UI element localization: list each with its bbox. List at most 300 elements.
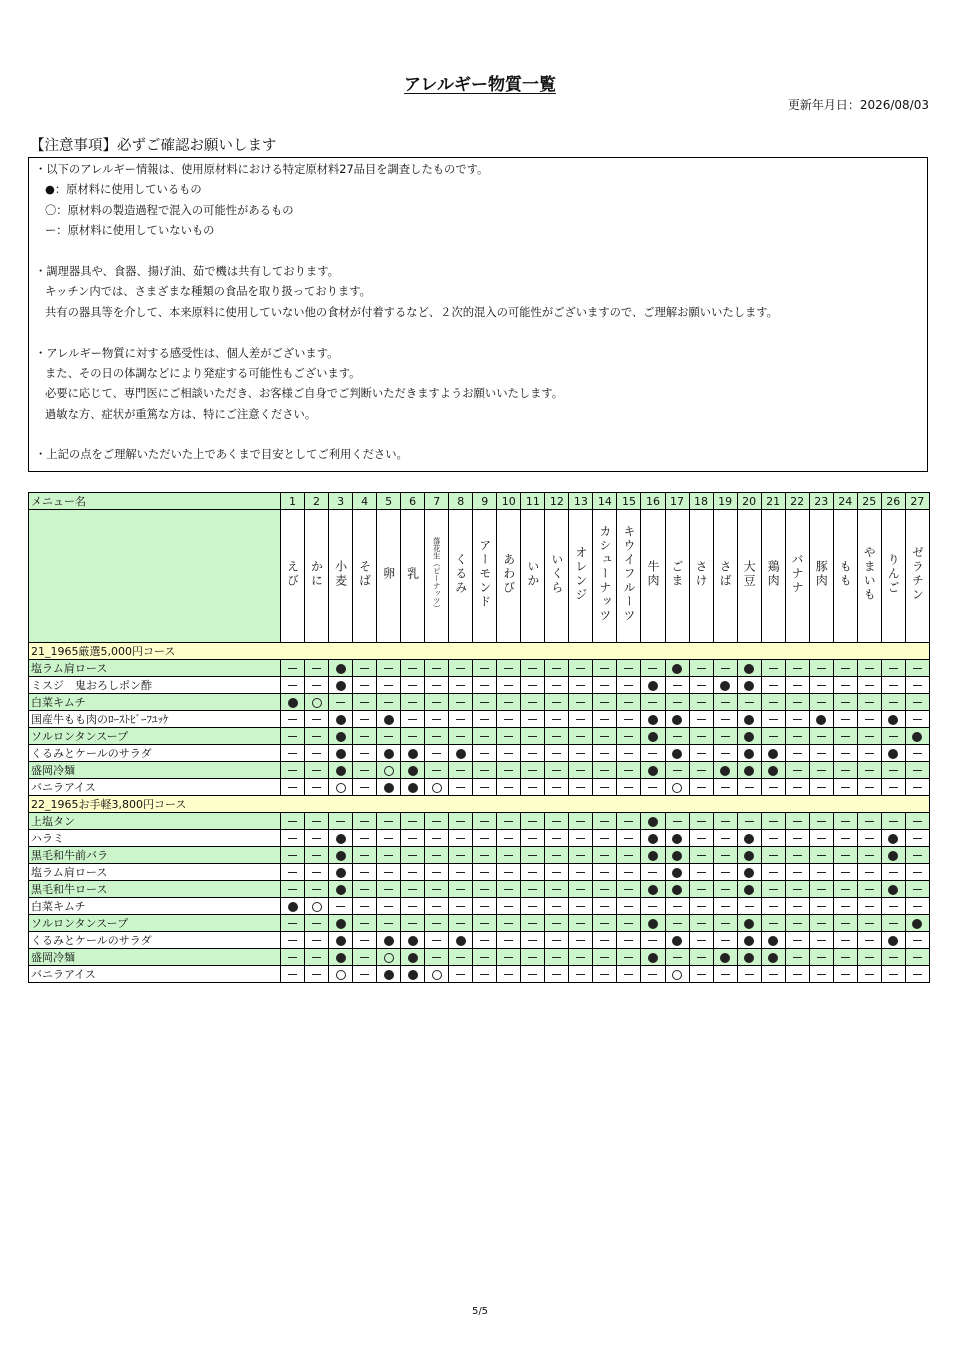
not-used-mark xyxy=(384,906,393,907)
not-used-mark xyxy=(769,719,778,720)
allergen-mark-cell xyxy=(689,762,713,779)
allergen-mark-cell xyxy=(665,813,689,830)
allergen-name: キウイフルーツ xyxy=(621,525,636,623)
allergen-mark-cell xyxy=(713,728,737,745)
not-used-mark xyxy=(432,719,441,720)
not-used-mark xyxy=(889,974,898,975)
allergen-mark-cell xyxy=(377,949,401,966)
header-number-row xyxy=(29,493,930,510)
not-used-mark xyxy=(312,957,321,958)
allergen-mark-cell xyxy=(905,762,929,779)
not-used-mark xyxy=(432,838,441,839)
not-used-mark xyxy=(600,736,609,737)
not-used-mark xyxy=(913,855,922,856)
not-used-mark xyxy=(793,889,802,890)
not-used-mark xyxy=(432,753,441,754)
allergen-mark-cell xyxy=(881,966,905,983)
menu-row xyxy=(29,779,930,796)
allergen-mark-cell xyxy=(569,745,593,762)
allergen-mark-cell xyxy=(521,728,545,745)
menu-name: 白菜キムチ xyxy=(29,898,281,915)
allergen-mark-cell xyxy=(545,745,569,762)
allergen-mark-cell xyxy=(737,677,761,694)
not-used-mark xyxy=(288,685,297,686)
allergen-mark-cell xyxy=(449,847,473,864)
used-mark xyxy=(744,936,754,946)
allergen-mark-cell xyxy=(425,728,449,745)
allergen-mark-cell xyxy=(569,694,593,711)
allergen-mark-cell xyxy=(857,847,881,864)
allergen-mark-cell xyxy=(857,745,881,762)
allergen-mark-cell xyxy=(857,915,881,932)
allergen-mark-cell xyxy=(641,711,665,728)
allergen-number: 18 xyxy=(689,493,713,510)
allergen-mark-cell xyxy=(713,779,737,796)
allergen-mark-cell xyxy=(521,830,545,847)
not-used-mark xyxy=(793,872,802,873)
allergen-mark-cell xyxy=(833,813,857,830)
allergen-mark-cell xyxy=(881,711,905,728)
allergen-mark-cell xyxy=(809,813,833,830)
allergen-mark-cell xyxy=(281,711,305,728)
allergen-mark-cell xyxy=(665,830,689,847)
allergen-name-cell xyxy=(761,510,785,643)
contamination-mark xyxy=(672,783,682,793)
allergen-mark-cell xyxy=(857,762,881,779)
not-used-mark xyxy=(769,736,778,737)
not-used-mark xyxy=(432,702,441,703)
used-mark xyxy=(408,953,418,963)
notice-line: 過敏な方、症状が重篤な方は、特にご注意ください。 xyxy=(45,407,317,421)
allergen-mark-cell xyxy=(329,847,353,864)
not-used-mark xyxy=(721,940,730,941)
not-used-mark xyxy=(721,889,730,890)
allergen-mark-cell xyxy=(329,898,353,915)
not-used-mark xyxy=(456,906,465,907)
allergen-mark-cell xyxy=(665,966,689,983)
not-used-mark xyxy=(673,736,682,737)
not-used-mark xyxy=(841,889,850,890)
not-used-mark xyxy=(648,753,657,754)
not-used-mark xyxy=(913,872,922,873)
not-used-mark xyxy=(648,940,657,941)
not-used-mark xyxy=(745,974,754,975)
allergen-name-cell xyxy=(569,510,593,643)
allergen-number: 7 xyxy=(425,493,449,510)
allergen-mark-cell xyxy=(665,898,689,915)
allergen-mark-cell xyxy=(473,779,497,796)
allergen-mark-cell xyxy=(713,660,737,677)
not-used-mark xyxy=(504,923,513,924)
contamination-mark xyxy=(384,953,394,963)
allergen-name-cell xyxy=(809,510,833,643)
not-used-mark xyxy=(576,787,585,788)
allergen-mark-cell xyxy=(857,813,881,830)
not-used-mark xyxy=(697,787,706,788)
not-used-mark xyxy=(360,719,369,720)
allergen-mark-cell xyxy=(425,881,449,898)
allergen-mark-cell xyxy=(761,881,785,898)
allergen-mark-cell xyxy=(353,762,377,779)
not-used-mark xyxy=(865,685,874,686)
allergen-mark-cell xyxy=(353,915,377,932)
not-used-mark xyxy=(504,974,513,975)
allergen-mark-cell xyxy=(689,949,713,966)
not-used-mark xyxy=(697,940,706,941)
used-mark xyxy=(744,715,754,725)
used-mark xyxy=(672,749,682,759)
allergen-mark-cell xyxy=(521,881,545,898)
allergen-mark-cell xyxy=(881,881,905,898)
not-used-mark xyxy=(312,685,321,686)
allergen-mark-cell xyxy=(449,745,473,762)
used-mark xyxy=(888,834,898,844)
allergen-mark-cell xyxy=(377,779,401,796)
not-used-mark xyxy=(288,736,297,737)
allergen-mark-cell xyxy=(521,711,545,728)
allergen-mark-cell xyxy=(449,864,473,881)
allergen-mark-cell xyxy=(689,728,713,745)
not-used-mark xyxy=(360,855,369,856)
allergen-mark-cell xyxy=(305,915,329,932)
not-used-mark xyxy=(889,787,898,788)
allergen-mark-cell xyxy=(545,915,569,932)
allergen-mark-cell xyxy=(425,745,449,762)
allergen-mark-cell xyxy=(881,762,905,779)
not-used-mark xyxy=(360,736,369,737)
not-used-mark xyxy=(624,872,633,873)
not-used-mark xyxy=(769,889,778,890)
allergen-mark-cell xyxy=(689,830,713,847)
allergen-mark-cell xyxy=(401,915,425,932)
allergen-mark-cell xyxy=(833,966,857,983)
allergen-mark-cell xyxy=(401,949,425,966)
not-used-mark xyxy=(504,940,513,941)
allergen-mark-cell xyxy=(281,932,305,949)
allergen-number: 27 xyxy=(905,493,929,510)
menu-row xyxy=(29,898,930,915)
allergen-mark-cell xyxy=(641,728,665,745)
not-used-mark xyxy=(360,753,369,754)
not-used-mark xyxy=(913,974,922,975)
allergen-mark-cell xyxy=(281,660,305,677)
used-mark xyxy=(768,936,778,946)
used-mark xyxy=(384,749,394,759)
allergen-mark-cell xyxy=(785,881,809,898)
not-used-mark xyxy=(745,906,754,907)
not-used-mark xyxy=(528,957,537,958)
used-mark xyxy=(888,749,898,759)
menu-row xyxy=(29,864,930,881)
not-used-mark xyxy=(841,685,850,686)
allergen-mark-cell xyxy=(305,864,329,881)
not-used-mark xyxy=(769,906,778,907)
not-used-mark xyxy=(528,702,537,703)
allergen-mark-cell xyxy=(737,762,761,779)
not-used-mark xyxy=(504,719,513,720)
not-used-mark xyxy=(576,889,585,890)
not-used-mark xyxy=(600,957,609,958)
not-used-mark xyxy=(889,821,898,822)
not-used-mark xyxy=(624,906,633,907)
allergen-mark-cell xyxy=(545,847,569,864)
allergen-mark-cell xyxy=(761,966,785,983)
not-used-mark xyxy=(552,974,561,975)
not-used-mark xyxy=(793,940,802,941)
not-used-mark xyxy=(673,821,682,822)
used-mark xyxy=(888,885,898,895)
used-mark xyxy=(744,834,754,844)
not-used-mark xyxy=(360,906,369,907)
not-used-mark xyxy=(769,855,778,856)
not-used-mark xyxy=(552,906,561,907)
not-used-mark xyxy=(456,838,465,839)
notice-line: 必要に応じて、専門医にご相談いただき、お客様ご自身でご判断いただきますようお願いいたします。 xyxy=(45,387,564,401)
allergen-mark-cell xyxy=(785,949,809,966)
not-used-mark xyxy=(841,940,850,941)
not-used-mark xyxy=(865,753,874,754)
not-used-mark xyxy=(288,889,297,890)
allergen-mark-cell xyxy=(833,847,857,864)
not-used-mark xyxy=(408,702,417,703)
allergen-mark-cell xyxy=(281,881,305,898)
allergen-mark-cell xyxy=(281,898,305,915)
allergen-mark-cell xyxy=(593,932,617,949)
allergen-mark-cell xyxy=(497,847,521,864)
not-used-mark xyxy=(817,872,826,873)
not-used-mark xyxy=(528,906,537,907)
notice-heading: 【注意事項】必ずご確認お願いします xyxy=(30,138,277,154)
allergen-name: さば xyxy=(718,560,733,588)
not-used-mark xyxy=(697,685,706,686)
not-used-mark xyxy=(817,906,826,907)
notice-line: 共有の器具等を介して、本来原料に使用していない他の食材が付着するなど、２次的混入の可能性がございますので、ご理解お願いいたします。 xyxy=(45,305,778,319)
allergen-mark-cell xyxy=(281,830,305,847)
not-used-mark xyxy=(793,957,802,958)
allergen-mark-cell xyxy=(377,677,401,694)
allergen-mark-cell xyxy=(377,915,401,932)
not-used-mark xyxy=(721,974,730,975)
allergen-mark-cell xyxy=(761,660,785,677)
not-used-mark xyxy=(817,957,826,958)
not-used-mark xyxy=(312,736,321,737)
allergy-table xyxy=(28,492,930,983)
allergen-mark-cell xyxy=(905,898,929,915)
allergen-mark-cell xyxy=(305,966,329,983)
allergen-name-cell xyxy=(689,510,713,643)
allergen-mark-cell xyxy=(641,881,665,898)
not-used-mark xyxy=(432,923,441,924)
allergen-mark-cell xyxy=(425,813,449,830)
allergen-name-cell xyxy=(329,510,353,643)
allergen-mark-cell xyxy=(401,898,425,915)
allergen-mark-cell xyxy=(449,711,473,728)
allergen-mark-cell xyxy=(401,847,425,864)
used-mark xyxy=(288,698,298,708)
not-used-mark xyxy=(456,872,465,873)
allergen-mark-cell xyxy=(377,745,401,762)
used-mark xyxy=(336,664,346,674)
allergen-number: 10 xyxy=(497,493,521,510)
used-mark xyxy=(408,766,418,776)
allergen-mark-cell xyxy=(833,728,857,745)
allergen-mark-cell xyxy=(425,966,449,983)
menu-row xyxy=(29,711,930,728)
allergen-mark-cell xyxy=(377,966,401,983)
allergen-mark-cell xyxy=(857,830,881,847)
course-name: 21_1965厳選5,000円コース xyxy=(29,643,930,660)
not-used-mark xyxy=(648,787,657,788)
allergen-mark-cell xyxy=(809,711,833,728)
allergen-mark-cell xyxy=(425,864,449,881)
not-used-mark xyxy=(576,685,585,686)
not-used-mark xyxy=(600,906,609,907)
not-used-mark xyxy=(480,736,489,737)
allergen-mark-cell xyxy=(377,847,401,864)
allergen-mark-cell xyxy=(785,694,809,711)
allergen-mark-cell xyxy=(641,847,665,864)
used-mark xyxy=(336,715,346,725)
not-used-mark xyxy=(528,872,537,873)
allergen-mark-cell xyxy=(713,966,737,983)
not-used-mark xyxy=(913,821,922,822)
allergen-mark-cell xyxy=(737,949,761,966)
not-used-mark xyxy=(312,770,321,771)
allergen-mark-cell xyxy=(809,694,833,711)
not-used-mark xyxy=(841,974,850,975)
not-used-mark xyxy=(480,838,489,839)
not-used-mark xyxy=(648,974,657,975)
allergen-mark-cell xyxy=(353,881,377,898)
allergen-mark-cell xyxy=(641,762,665,779)
allergen-mark-cell xyxy=(521,864,545,881)
not-used-mark xyxy=(913,889,922,890)
not-used-mark xyxy=(745,702,754,703)
allergen-mark-cell xyxy=(329,813,353,830)
not-used-mark xyxy=(624,940,633,941)
not-used-mark xyxy=(288,821,297,822)
not-used-mark xyxy=(480,753,489,754)
not-used-mark xyxy=(600,668,609,669)
allergen-mark-cell xyxy=(473,864,497,881)
not-used-mark xyxy=(697,770,706,771)
used-mark xyxy=(336,766,346,776)
not-used-mark xyxy=(408,872,417,873)
allergen-number: 22 xyxy=(785,493,809,510)
menu-row xyxy=(29,813,930,830)
not-used-mark xyxy=(312,940,321,941)
allergen-mark-cell xyxy=(425,762,449,779)
not-used-mark xyxy=(793,855,802,856)
allergen-mark-cell xyxy=(353,898,377,915)
used-mark xyxy=(744,919,754,929)
allergen-mark-cell xyxy=(737,898,761,915)
allergen-mark-cell xyxy=(905,813,929,830)
not-used-mark xyxy=(865,719,874,720)
not-used-mark xyxy=(697,872,706,873)
not-used-mark xyxy=(769,685,778,686)
allergen-name-cell xyxy=(857,510,881,643)
allergen-mark-cell xyxy=(305,898,329,915)
menu-row xyxy=(29,762,930,779)
not-used-mark xyxy=(793,702,802,703)
not-used-mark xyxy=(528,940,537,941)
not-used-mark xyxy=(456,702,465,703)
allergen-name: さけ xyxy=(694,560,709,588)
allergen-mark-cell xyxy=(401,813,425,830)
allergen-name-cell xyxy=(425,510,449,643)
allergen-mark-cell xyxy=(593,915,617,932)
allergen-mark-cell xyxy=(617,694,641,711)
not-used-mark xyxy=(600,974,609,975)
not-used-mark xyxy=(600,753,609,754)
allergen-mark-cell xyxy=(593,830,617,847)
not-used-mark xyxy=(913,787,922,788)
allergen-mark-cell xyxy=(545,864,569,881)
allergen-mark-cell xyxy=(617,762,641,779)
not-used-mark xyxy=(600,872,609,873)
allergen-mark-cell xyxy=(833,830,857,847)
not-used-mark xyxy=(312,668,321,669)
allergen-mark-cell xyxy=(473,932,497,949)
not-used-mark xyxy=(552,855,561,856)
used-mark xyxy=(672,885,682,895)
not-used-mark xyxy=(456,855,465,856)
allergen-mark-cell xyxy=(353,779,377,796)
not-used-mark xyxy=(552,821,561,822)
not-used-mark xyxy=(480,940,489,941)
allergen-mark-cell xyxy=(449,949,473,966)
allergen-mark-cell xyxy=(737,660,761,677)
not-used-mark xyxy=(697,719,706,720)
allergen-mark-cell xyxy=(425,711,449,728)
not-used-mark xyxy=(552,940,561,941)
not-used-mark xyxy=(504,906,513,907)
allergen-mark-cell xyxy=(905,830,929,847)
allergen-mark-cell xyxy=(641,932,665,949)
allergen-mark-cell xyxy=(281,762,305,779)
used-mark xyxy=(288,902,298,912)
not-used-mark xyxy=(456,821,465,822)
not-used-mark xyxy=(841,838,850,839)
allergen-mark-cell xyxy=(329,915,353,932)
allergen-mark-cell xyxy=(329,830,353,847)
allergen-mark-cell xyxy=(473,813,497,830)
allergen-mark-cell xyxy=(905,779,929,796)
allergen-mark-cell xyxy=(617,966,641,983)
notice-line: ・アレルギー物質に対する感受性は、個人差がございます。 xyxy=(35,346,339,360)
contamination-mark xyxy=(432,970,442,980)
allergen-mark-cell xyxy=(473,915,497,932)
allergen-number: 4 xyxy=(353,493,377,510)
allergen-mark-cell xyxy=(329,762,353,779)
allergen-mark-cell xyxy=(689,898,713,915)
not-used-mark xyxy=(288,940,297,941)
not-used-mark xyxy=(528,787,537,788)
not-used-mark xyxy=(697,702,706,703)
not-used-mark xyxy=(600,889,609,890)
allergen-mark-cell xyxy=(545,966,569,983)
allergen-mark-cell xyxy=(737,847,761,864)
not-used-mark xyxy=(288,753,297,754)
allergen-mark-cell xyxy=(425,660,449,677)
allergen-number: 9 xyxy=(473,493,497,510)
allergen-mark-cell xyxy=(305,762,329,779)
allergen-mark-cell xyxy=(545,677,569,694)
allergen-mark-cell xyxy=(737,728,761,745)
allergen-mark-cell xyxy=(401,745,425,762)
allergen-mark-cell xyxy=(497,864,521,881)
